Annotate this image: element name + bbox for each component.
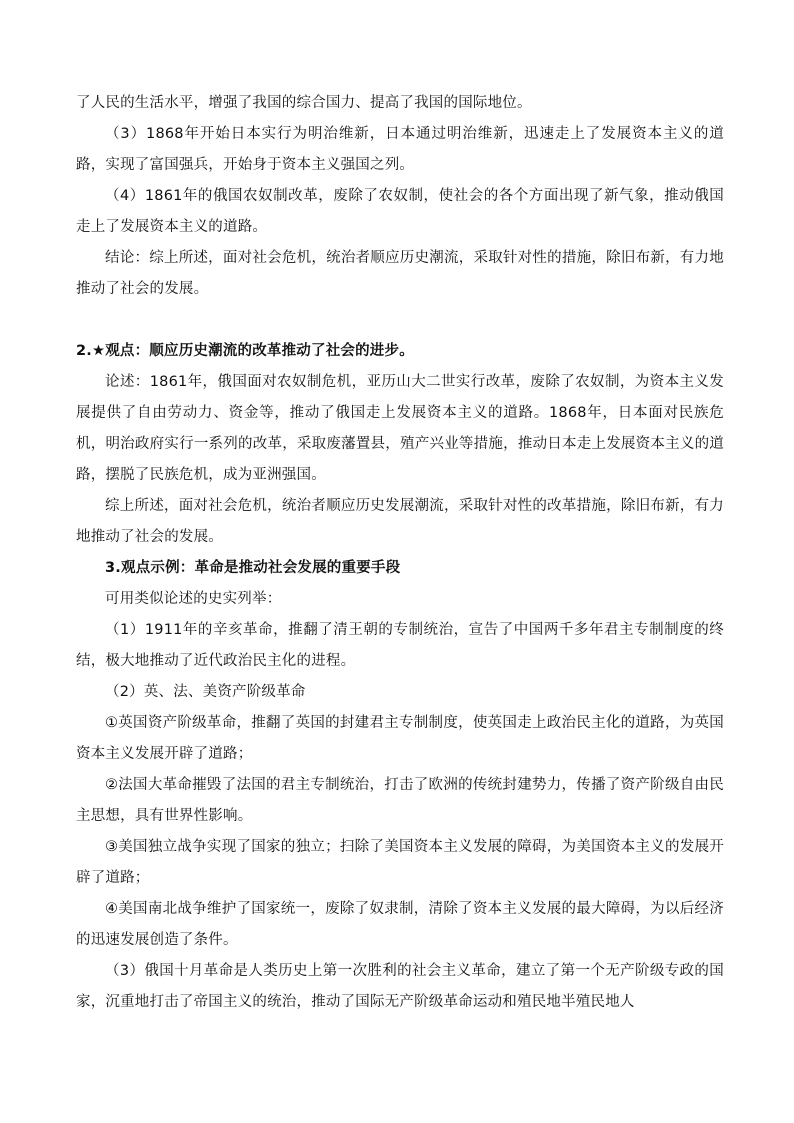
paragraph-xinhai-revolution: （1）1911年的辛亥革命，推翻了清王朝的专制统治，宣告了中国两千多年君主专制制度的终结，极大地推动了近代政治民主化的进程。 (76, 622, 724, 669)
paragraph-facts-intro: 可用类似论述的史实列举： (105, 591, 282, 607)
paragraph-bourgeois-revolutions: （2）英、法、美资产阶级革命 (105, 684, 306, 700)
paragraph-french-revolution: ②法国大革命摧毁了法国的君主专制统治，打击了欧洲的传统封建势力，传播了资产阶级自由民主思想，具有世界性影响。 (76, 777, 724, 824)
heading-viewpoint-2 (76, 336, 724, 367)
paragraph-american-independence: ③美国独立战争实现了国家的独立；扫除了美国资本主义发展的障碍，为美国资本主义的发展开辟了道路； (76, 839, 724, 886)
paragraph-russian-serf-reform: （4）1861年的俄国农奴制改革，废除了农奴制，使社会的各个方面出现了新气象，推动俄国走上了发展资本主义的道路。 (76, 188, 724, 235)
heading-viewpoint-2-prefix: 2.★观点： (76, 343, 150, 359)
paragraph-english-revolution: ①英国资产阶级革命，推翻了英国的封建君主专制制度，使英国走上政治民主化的道路，为英国资本主义发展开辟了道路； (76, 715, 724, 762)
paragraph-summary: 综上所述，面对社会危机，统治者顺应历史发展潮流，采取针对性的改革措施，除旧布新，有力地推动了社会的发展。 (76, 498, 724, 545)
paragraph-meiji-restoration: （3）1868年开始日本实行为明治维新，日本通过明治维新，迅速走上了发展资本主义的道路，实现了富国强兵，开始身于资本主义强国之列。 (76, 126, 724, 173)
paragraph-conclusion: 结论：综上所述，面对社会危机，统治者顺应历史潮流，采取针对性的措施，除旧布新，有力地推动了社会的发展。 (76, 250, 724, 297)
paragraph-october-revolution: （3）俄国十月革命是人类历史上第一次胜利的社会主义革命，建立了第一个无产阶级专政的国家，沉重地打击了帝国主义的统治，推动了国际无产阶级革命运动和殖民地半殖民地人 (76, 963, 724, 1010)
heading-viewpoint-3 (76, 553, 724, 584)
heading-viewpoint-3-text: 革命是推动社会发展的重要手段 (194, 560, 401, 576)
document-body (76, 88, 724, 1018)
paragraph-continuation: 了人民的生活水平，增强了我国的综合国力、提高了我国的国际地位。 (76, 95, 532, 111)
paragraph-american-civil-war: ④美国南北战争维护了国家统一，废除了奴隶制，清除了资本主义发展的最大障碍，为以后经济的迅速发展创造了条件。 (76, 901, 724, 948)
paragraph-argument: 论述：1861年，俄国面对农奴制危机，亚历山大二世实行改革，废除了农奴制，为资本主义发展提供了自由劳动力、资金等，推动了俄国走上发展资本主义的道路。1868年，日本面对民族危机，明治政府实行一系列的改革，采取废藩置县，殖产兴业等措施，推动日本走上发展资本主义的道路，摆脱了民族危机，成为亚洲强国。 (76, 374, 724, 483)
heading-viewpoint-2-text: 顺应历史潮流的改革推动了社会的进步。 (149, 343, 414, 359)
heading-viewpoint-3-prefix: 3.观点示例： (105, 560, 195, 576)
